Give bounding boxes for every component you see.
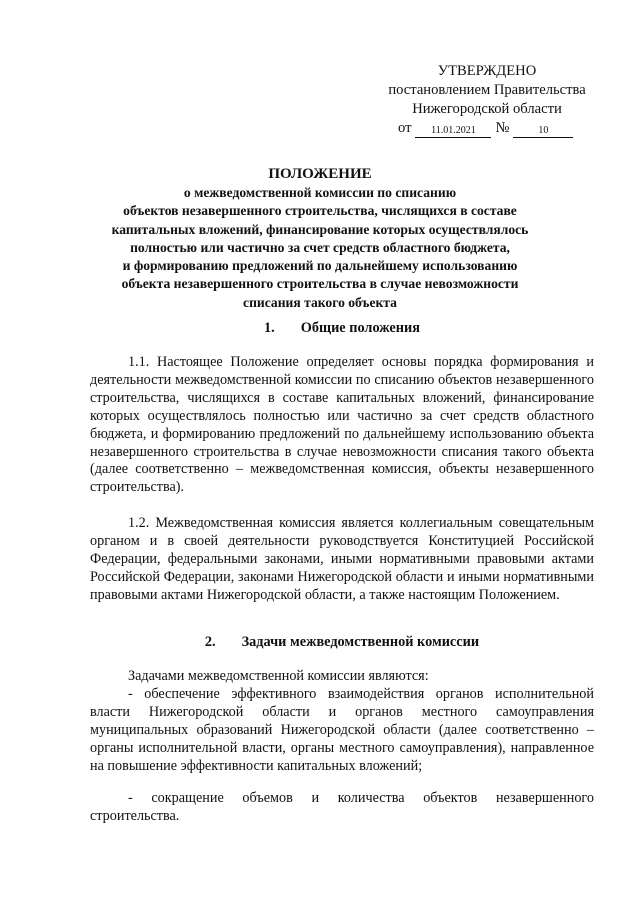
subtitle-line: и формированию предложений по дальнейшему использованию [122,258,518,274]
approval-from-label: от [398,120,412,136]
section-2-title: Задачи межведомственной комиссии [241,634,480,650]
section-1-number: 1. [264,320,275,336]
approval-number-label: № [495,120,510,136]
approval-decree-line: постановлением Правительства [388,82,586,98]
approval-stamp-block [384,62,590,138]
task-item-1: - обеспечение эффективного взаимодействия органов исполнительной власти Нижегородской области и органов местного самоуправления муниципальных образований Нижегородской области (далее соответственно – органы исполнительной власти, органы местного самоуправления), направленное на повышение эффективности капитальных вложений; [90,686,594,774]
section-2-number: 2. [204,634,216,650]
subtitle-line: объекта незавершенного строительства в случае невозможности [121,276,519,292]
document-title-block [70,164,570,312]
task-item-2: - сокращение объемов и количества объектов незавершенного строительства. [90,790,594,824]
section-1-heading [90,320,594,337]
subtitle-line: списания такого объекта [243,294,397,310]
approval-date-number-line [384,119,590,138]
approval-date: 11.01.2021 [415,124,491,138]
subtitle-line: капитальных вложений, финансирование которых осуществлялось [111,221,529,237]
approval-number: 10 [513,124,573,138]
section-2-heading [90,634,594,651]
approval-title: УТВЕРЖДЕНО [437,63,537,79]
subtitle-line: объектов незавершенного строительства, числящихся в составе [123,203,517,219]
document-title: ПОЛОЖЕНИЕ [268,166,372,182]
paragraph-1-1: 1.1. Настоящее Положение определяет основы порядка формирования и деятельности межведомственной комиссии по списанию объектов незавершенного строительства, числящихся в составе капитальных вложений, финансирование которых осуществлялось полностью или частично за счет средств областного бюджета, и формированию предложений по дальнейшему использованию объекта незавершенного строительства в случае невозможности списания такого объекта (далее соответственно – межведомственная комиссия, объекты незавершенного строительства). [90,354,594,496]
paragraph-1-2: 1.2. Межведомственная комиссия является коллегиальным совещательным органом и в своей деятельности руководствуется Конституцией Российской Федерации, федеральными законами, иными нормативными правовыми актами Российской Федерации, законами Нижегородской области и иными нормативными правовыми актами Нижегородской области, а также настоящим Положением. [90,515,594,603]
subtitle-line: полностью или частично за счет средств областного бюджета, [130,239,510,255]
subtitle-line: о межведомственной комиссии по списанию [183,185,457,200]
section-1-title: Общие положения [300,320,420,336]
approval-region-line: Нижегородской области [412,101,562,117]
section-2-intro: Задачами межведомственной комиссии являются: [128,668,429,684]
